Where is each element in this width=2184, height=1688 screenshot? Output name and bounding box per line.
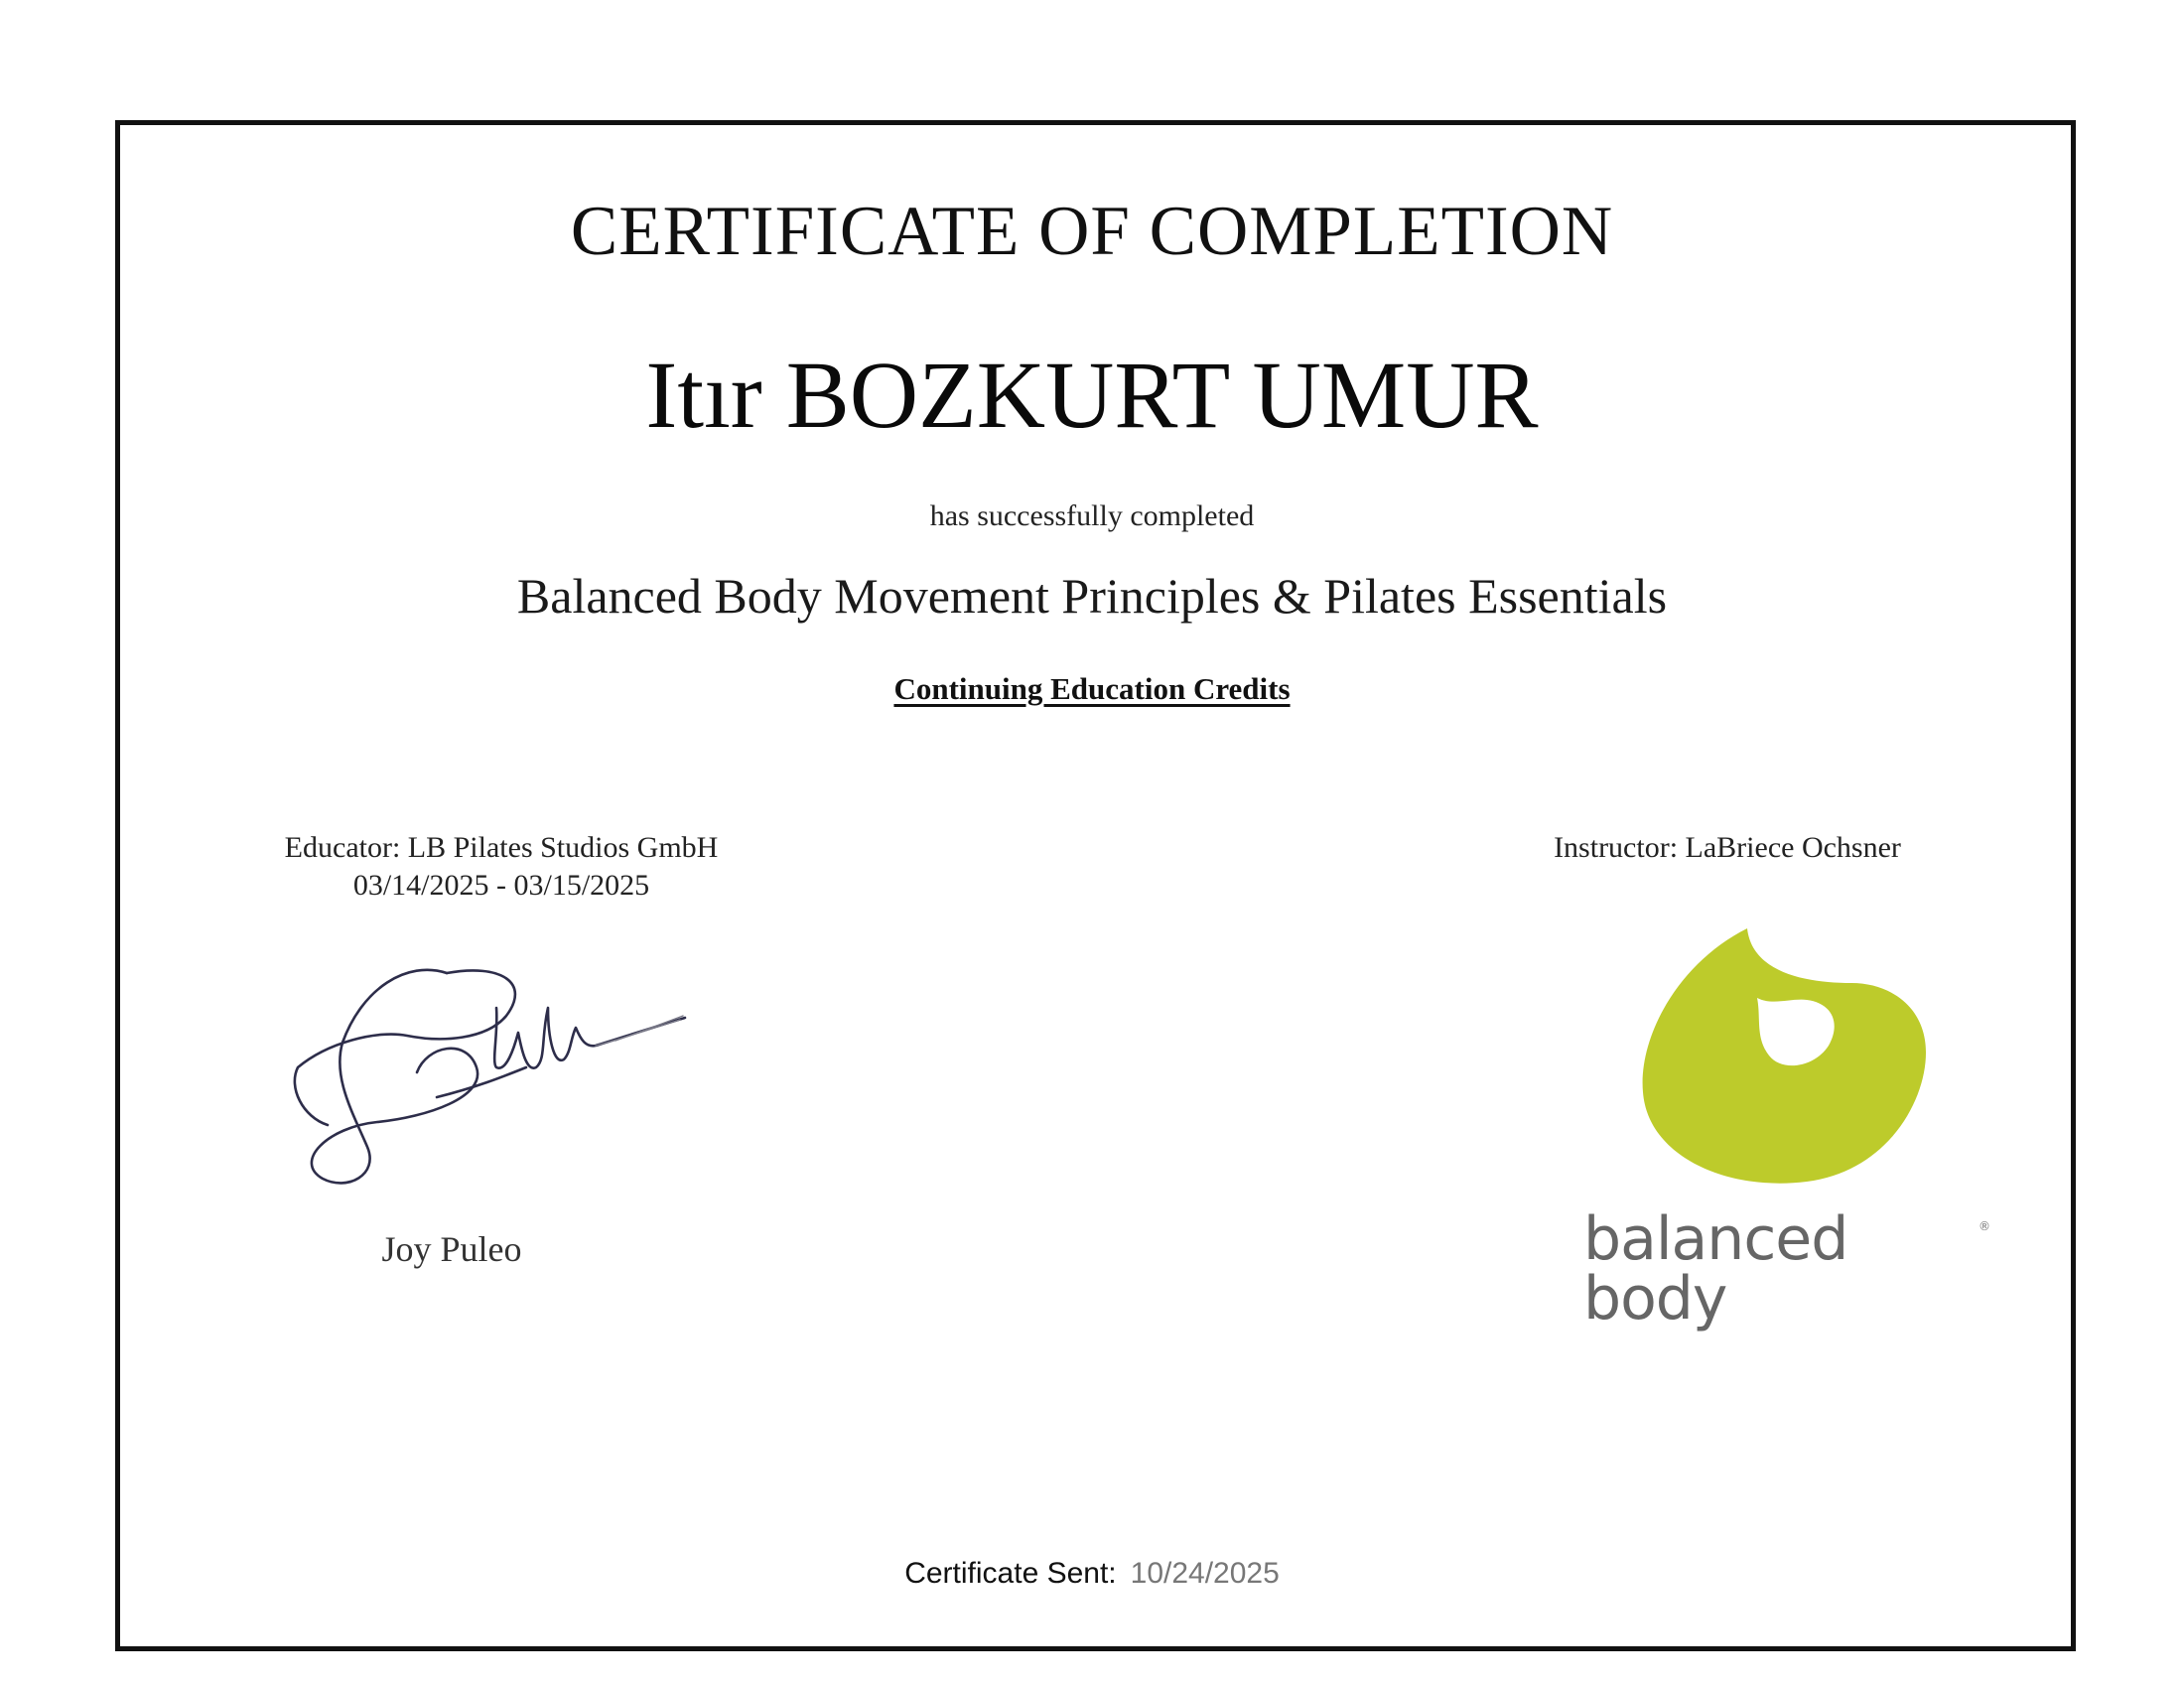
educator-block — [199, 829, 804, 905]
instructor-block — [1430, 829, 2025, 867]
certificate-sent-label: Certificate Sent: — [904, 1557, 1117, 1590]
credits-label: Continuing Education Credits — [893, 671, 1291, 706]
signer-name: Joy Puleo — [381, 1229, 522, 1269]
recipient-name: Itır BOZKURT UMUR — [645, 342, 1539, 448]
completion-statement: has successfully completed — [929, 499, 1255, 532]
balanced-body-logo-mark — [1638, 928, 1926, 1192]
instructor-line: Instructor: LaBriece Ochsner — [1554, 831, 1901, 864]
registered-mark: ® — [1979, 1219, 1990, 1233]
educator-line: Educator: LB Pilates Studios GmbH — [284, 831, 719, 864]
handwritten-signature — [288, 948, 705, 1206]
course-title: Balanced Body Movement Principles & Pilates Essentials — [516, 568, 1668, 624]
certificate-title: CERTIFICATE OF COMPLETION — [570, 193, 1614, 270]
certificate-sent-date: 10/24/2025 — [1130, 1557, 1280, 1590]
course-dates: 03/14/2025 - 03/15/2025 — [352, 869, 650, 902]
certificate-sent-line — [0, 1559, 2184, 1589]
logo-wordmark-text: balanced body — [1583, 1204, 1848, 1334]
balanced-body-wordmark — [1583, 1204, 2000, 1334]
